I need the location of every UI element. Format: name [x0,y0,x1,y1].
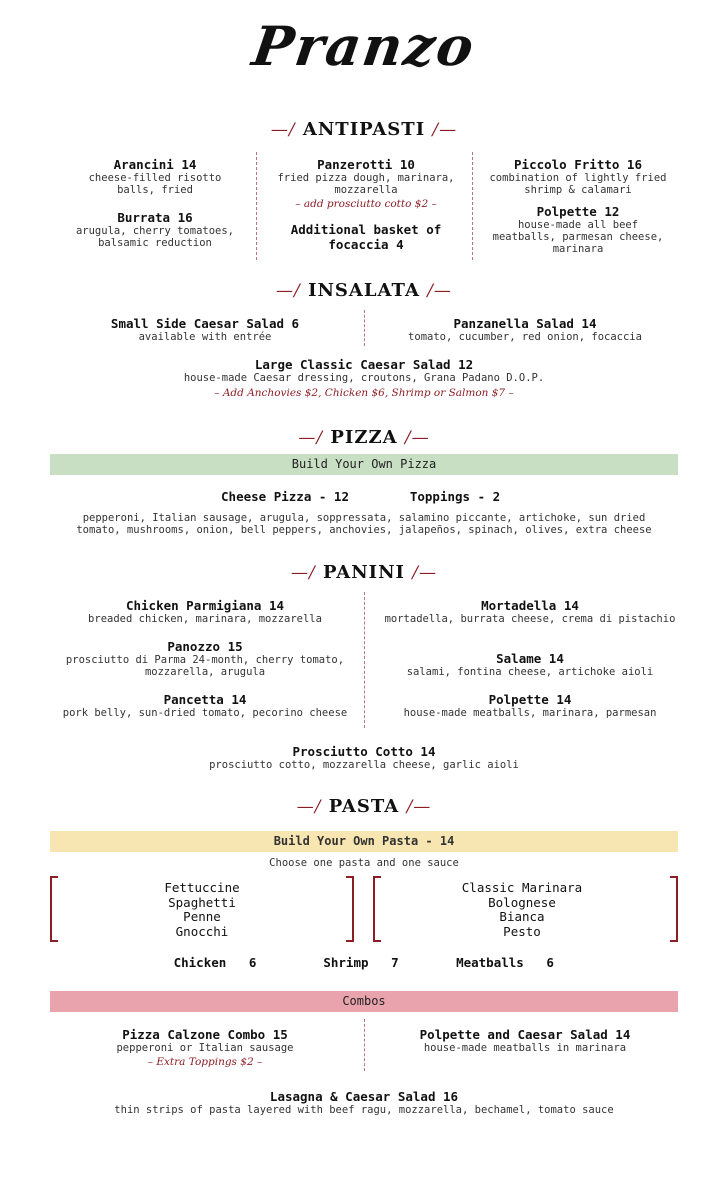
pasta-list [80,881,324,939]
menu-item-focaccia [276,222,456,252]
sauce-list [390,881,654,939]
item-note: – add prosciutto cotto $2 – [295,198,437,210]
item-name: Panozzo 15 [167,639,243,654]
item-desc: thin strips of pasta layered with beef ragu, mozzarella, bechamel, tomato sauce [114,1104,614,1116]
sauce-option: Bolognese [488,894,556,910]
pasta-option: Fettuccine [164,880,240,895]
section-title: ANTIPASTI [302,119,426,140]
column-divider [256,152,257,260]
section-heading-insalata [0,280,728,301]
menu-item-burrata [70,210,240,249]
section-dash-right: /— [432,120,458,140]
addon-shrimp [296,955,426,970]
addon-name: Shrimp [323,955,369,970]
section-heading-panini [0,562,728,583]
menu-item-chicken-parmigiana [60,598,350,625]
addon-meatballs [440,955,570,970]
item-name: Piccolo Fritto 16 [514,157,642,172]
sauce-option: Bianca [499,909,545,924]
item-name: Salame 14 [496,651,564,666]
toppings-list: pepperoni, Italian sausage, arugula, soppressata, salamino piccante, artichoke, sun dried tomato, mushrooms, onion, bell peppers, anchovies, jalapeños, spinach, olives, extra cheese [76,512,652,536]
menu-item-large-caesar [40,357,688,400]
toppings-price: Toppings - 2 [409,489,501,504]
pasta-band: Build Your Own Pasta - 14 [50,831,678,852]
item-desc: breaded chicken, marinara, mozzarella [88,613,322,625]
bracket-right [346,876,354,942]
menu-item-mortadella [380,598,680,625]
menu-item-lasagna [40,1089,688,1116]
item-desc: prosciutto di Parma 24-month, cherry tomato, mozzarella, arugula [65,654,345,678]
pasta-option: Penne [183,909,221,924]
pasta-option: Gnocchi [175,923,229,939]
section-dash-left: —/ [298,428,324,448]
item-desc: pork belly, sun-dried tomato, pecorino cheese [62,707,348,719]
sauce-option: Classic Marinara [461,880,583,895]
section-dash-right: /— [404,428,430,448]
menu-item-prosciutto-cotto [140,744,588,771]
menu-item-piccolo-fritto [486,157,670,196]
combos-band: Combos [50,991,678,1012]
section-title: PASTA [328,796,400,817]
addon-chicken [150,955,280,970]
item-name: Additional basket of focaccia 4 [290,222,442,252]
section-dash-left: —/ [276,281,301,301]
bracket-right [670,876,678,942]
item-note: – Extra Toppings $2 – [147,1056,263,1068]
section-dash-left: —/ [296,797,322,817]
item-desc: house-made all beef meatballs, parmesan cheese, marinara [492,219,664,255]
menu-item-small-caesar [60,316,350,343]
section-heading-pizza [0,427,728,448]
item-name: Mortadella 14 [481,598,579,613]
column-divider [364,592,365,728]
pasta-option: Spaghetti [168,894,236,910]
section-heading-pasta [0,796,728,817]
item-desc: combination of lightly fried shrimp & calamari [489,172,667,196]
item-name: Pizza Calzone Combo 15 [122,1027,288,1042]
cheese-pizza-price: Cheese Pizza - 12 [221,489,349,504]
item-name: Panzerotti 10 [317,157,415,172]
addon-price: 6 [248,955,257,970]
addon-name: Meatballs [456,955,524,970]
menu-item-salame [380,651,680,678]
addon-price: 7 [391,955,399,970]
item-note: – Add Anchovies $2, Chicken $6, Shrimp or Salmon $7 – [214,387,514,399]
menu-item-polpette [486,204,670,255]
item-desc: pepperoni or Italian sausage [116,1042,294,1054]
section-title: INSALATA [308,280,420,301]
menu-item-panzanella [380,316,670,343]
sauce-option: Pesto [503,923,541,939]
menu-title: Pranzo [248,14,480,78]
item-desc: cheese-filled risotto balls, fried [88,172,222,196]
item-desc: available with entrée [138,331,272,343]
item-desc: salami, fontina cheese, artichoke aioli [406,666,654,678]
menu-item-polpette-panini [380,692,680,719]
item-name: Arancini 14 [113,157,197,172]
addon-price: 6 [546,955,554,970]
item-desc: prosciutto cotto, mozzarella cheese, garlic aioli [209,759,519,771]
item-name: Chicken Parmigiana 14 [125,598,285,613]
section-title: PIZZA [330,427,398,448]
bracket-left [50,876,58,942]
item-name: Polpette 12 [536,204,620,219]
item-desc: house-made meatballs in marinara [423,1042,627,1054]
item-desc: fried pizza dough, marinara, mozzarella [277,172,455,196]
item-desc: house-made Caesar dressing, croutons, Grana Padano D.O.P. [183,372,545,384]
section-heading-antipasti [0,119,728,140]
item-name: Lasagna & Caesar Salad 16 [269,1089,459,1104]
item-name: Small Side Caesar Salad 6 [110,316,300,331]
addon-name: Chicken [173,955,227,970]
section-dash-right: /— [412,563,437,583]
bracket-left [373,876,381,942]
column-divider [364,1019,365,1071]
section-dash-left: —/ [270,120,296,140]
item-desc: tomato, cucumber, red onion, focaccia [408,331,642,343]
menu-item-panozzo [60,639,350,678]
pasta-subtitle: Choose one pasta and one sauce [269,857,459,869]
column-divider [472,152,473,260]
item-name: Prosciutto Cotto 14 [292,744,436,759]
column-divider [364,310,365,346]
item-name: Polpette and Caesar Salad 14 [419,1027,631,1042]
item-name: Large Classic Caesar Salad 12 [254,357,474,372]
section-dash-right: /— [406,797,432,817]
item-name: Polpette 14 [488,692,572,707]
item-desc: arugula, cherry tomatoes, balsamic reduction [75,225,235,249]
pizza-band: Build Your Own Pizza [50,454,678,475]
menu-item-pancetta [60,692,350,719]
section-dash-right: /— [427,281,452,301]
item-desc: house-made meatballs, marinara, parmesan [403,707,657,719]
item-desc: mortadella, burrata cheese, crema di pistachio [384,613,676,625]
item-name: Panzanella Salad 14 [453,316,597,331]
item-name: Burrata 16 [117,210,193,225]
menu-item-polpette-caesar [380,1027,670,1054]
section-dash-left: —/ [291,563,316,583]
menu-item-arancini [70,157,240,196]
section-title: PANINI [323,562,405,583]
item-name: Pancetta 14 [163,692,247,707]
menu-item-calzone-combo [60,1027,350,1069]
menu-item-panzerotti [276,157,456,211]
